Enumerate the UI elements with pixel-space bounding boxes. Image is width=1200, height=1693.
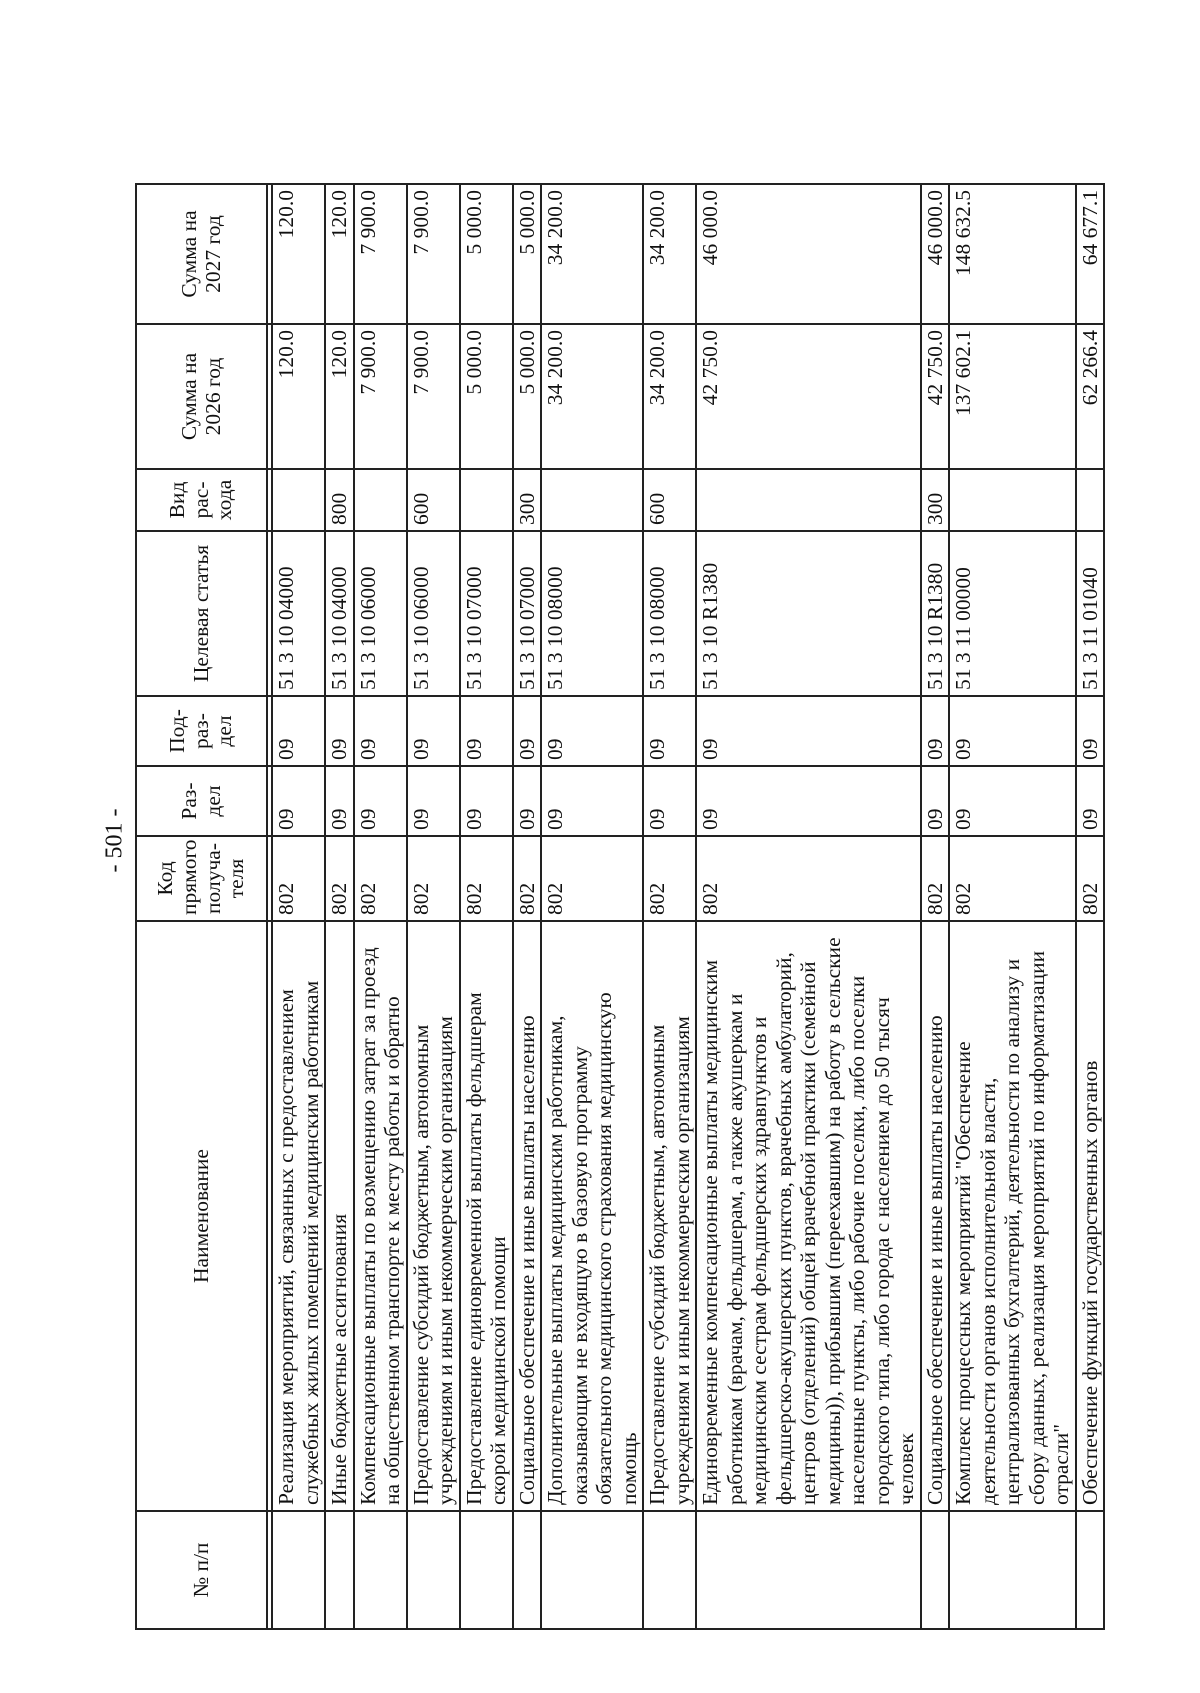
row-recipient-code: 802 [696, 836, 921, 921]
row-number [643, 1511, 696, 1629]
table-row [272, 184, 325, 1629]
table-row [460, 184, 513, 1629]
row-sum-2027: 46 000.0 [921, 184, 950, 324]
row-number [949, 1511, 1076, 1629]
table-row [513, 184, 542, 1629]
row-expense-type [460, 469, 513, 531]
row-section: 09 [460, 766, 513, 836]
row-name: Социальное обеспечение и иные выплаты населению [921, 921, 950, 1511]
table-row [921, 184, 950, 1629]
row-section: 09 [272, 766, 325, 836]
table-body [272, 184, 1104, 1629]
row-subsection: 09 [643, 696, 696, 766]
row-sum-2027: 34 200.0 [643, 184, 696, 324]
row-article: 51 3 10 07000 [513, 531, 542, 696]
header-subsection: Под-раз-дел [136, 696, 267, 766]
row-subsection: 09 [407, 696, 460, 766]
row-sum-2026: 62 266.4 [1076, 324, 1105, 469]
row-sum-2027: 148 632.5 [949, 184, 1076, 324]
row-number [696, 1511, 921, 1629]
row-sum-2026: 5 000.0 [513, 324, 542, 469]
row-name: Компенсационные выплаты по возмещению затрат за проезд на общественном транспорте к месту работы и обратно [354, 921, 407, 1511]
row-sum-2026: 7 900.0 [354, 324, 407, 469]
row-section: 09 [354, 766, 407, 836]
row-article: 51 3 10 R1380 [696, 531, 921, 696]
table-header [136, 184, 267, 1629]
row-article: 51 3 10 04000 [325, 531, 354, 696]
row-name: Единовременные компенсационные выплаты медицинским работникам (врачам, фельдшерам, а также акушеркам и медицинским сестрам фельдшерских здравпунктов и фельдшерско-акушерских пунктов, врачебных амбулаторий, центров (отделений) общей врачебной практики (семейной медицины)), прибывшим (переехавшим) на работу в сельские населенные пункты, либо рабочие поселки, либо поселки городского типа, либо города с населением до 50 тысяч человек [696, 921, 921, 1511]
table-row [1076, 184, 1105, 1629]
row-expense-type: 300 [513, 469, 542, 531]
row-sum-2026: 120.0 [272, 324, 325, 469]
row-sum-2026: 34 200.0 [643, 324, 696, 469]
row-expense-type [696, 469, 921, 531]
row-article: 51 3 10 08000 [541, 531, 643, 696]
row-sum-2027: 7 900.0 [354, 184, 407, 324]
row-article: 51 3 11 01040 [1076, 531, 1105, 696]
row-article: 51 3 11 00000 [949, 531, 1076, 696]
row-number [460, 1511, 513, 1629]
row-subsection: 09 [325, 696, 354, 766]
row-number [272, 1511, 325, 1629]
row-number [407, 1511, 460, 1629]
row-recipient-code: 802 [513, 836, 542, 921]
row-recipient-code: 802 [1076, 836, 1105, 921]
table-row [407, 184, 460, 1629]
row-name: Иные бюджетные ассигнования [325, 921, 354, 1511]
table-row [354, 184, 407, 1629]
row-name: Предоставление единовременной выплаты фельдшерам скорой медицинской помощи [460, 921, 513, 1511]
row-expense-type: 800 [325, 469, 354, 531]
row-recipient-code: 802 [921, 836, 950, 921]
row-article: 51 3 10 06000 [354, 531, 407, 696]
table-row [541, 184, 643, 1629]
row-sum-2026: 137 602.1 [949, 324, 1076, 469]
row-recipient-code: 802 [460, 836, 513, 921]
row-name: Дополнительные выплаты медицинским работникам, оказывающим не входящую в базовую программу обязательного медицинского страхования медицинскую помощь [541, 921, 643, 1511]
row-expense-type: 600 [643, 469, 696, 531]
header-article: Целевая статья [136, 531, 267, 696]
row-sum-2027: 120.0 [272, 184, 325, 324]
table-row [949, 184, 1076, 1629]
header-recipient: Код прямого получа-теля [136, 836, 267, 921]
row-sum-2026: 5 000.0 [460, 324, 513, 469]
row-sum-2027: 34 200.0 [541, 184, 643, 324]
row-number [513, 1511, 542, 1629]
row-subsection: 09 [513, 696, 542, 766]
rotated-page-content [135, 185, 1102, 1630]
row-article: 51 3 10 R1380 [921, 531, 950, 696]
header-name: Наименование [136, 921, 267, 1511]
row-name: Обеспечение функций государственных органов [1076, 921, 1105, 1511]
row-number [354, 1511, 407, 1629]
row-sum-2026: 42 750.0 [921, 324, 950, 469]
row-sum-2027: 5 000.0 [513, 184, 542, 324]
row-expense-type [949, 469, 1076, 531]
header-sum-2027: Сумма на 2027 год [136, 184, 267, 324]
row-expense-type [272, 469, 325, 531]
row-expense-type [541, 469, 643, 531]
row-recipient-code: 802 [354, 836, 407, 921]
row-section: 09 [1076, 766, 1105, 836]
row-name: Реализация мероприятий, связанных с предоставлением служебных жилых помещений медицинским работникам [272, 921, 325, 1511]
row-section: 09 [407, 766, 460, 836]
row-sum-2027: 5 000.0 [460, 184, 513, 324]
row-recipient-code: 802 [949, 836, 1076, 921]
row-subsection: 09 [949, 696, 1076, 766]
row-subsection: 09 [921, 696, 950, 766]
page-number: - 501 - [101, 808, 128, 872]
table-row [643, 184, 696, 1629]
row-number [1076, 1511, 1105, 1629]
row-subsection: 09 [541, 696, 643, 766]
row-section: 09 [513, 766, 542, 836]
row-number [921, 1511, 950, 1629]
row-name: Предоставление субсидий бюджетным, автономным учреждениям и иным некоммерческим организациям [643, 921, 696, 1511]
row-article: 51 3 10 04000 [272, 531, 325, 696]
row-number [325, 1511, 354, 1629]
row-section: 09 [541, 766, 643, 836]
row-recipient-code: 802 [541, 836, 643, 921]
row-recipient-code: 802 [643, 836, 696, 921]
row-name: Социальное обеспечение и иные выплаты населению [513, 921, 542, 1511]
row-sum-2027: 120.0 [325, 184, 354, 324]
row-subsection: 09 [272, 696, 325, 766]
row-article: 51 3 10 06000 [407, 531, 460, 696]
row-section: 09 [921, 766, 950, 836]
row-article: 51 3 10 07000 [460, 531, 513, 696]
row-sum-2026: 7 900.0 [407, 324, 460, 469]
table-row [325, 184, 354, 1629]
row-sum-2027: 46 000.0 [696, 184, 921, 324]
header-no: № п/п [136, 1511, 267, 1629]
row-section: 09 [949, 766, 1076, 836]
row-sum-2026: 120.0 [325, 324, 354, 469]
row-number [541, 1511, 643, 1629]
row-expense-type [1076, 469, 1105, 531]
row-subsection: 09 [460, 696, 513, 766]
row-recipient-code: 802 [407, 836, 460, 921]
row-expense-type: 600 [407, 469, 460, 531]
row-sum-2026: 34 200.0 [541, 324, 643, 469]
budget-table [135, 183, 1105, 1630]
header-section: Раз-дел [136, 766, 267, 836]
table-row [696, 184, 921, 1629]
header-expense-type: Вид рас-хода [136, 469, 267, 531]
row-sum-2026: 42 750.0 [696, 324, 921, 469]
row-subsection: 09 [696, 696, 921, 766]
header-sum-2026: Сумма на 2026 год [136, 324, 267, 469]
row-expense-type [354, 469, 407, 531]
row-name: Комплекс процессных мероприятий "Обеспечение деятельности органов исполнительной власти, централизованных бухгалтерий, деятельности по анализу и сбору данных, реализация мероприятий по информатизации отрасли" [949, 921, 1076, 1511]
row-recipient-code: 802 [325, 836, 354, 921]
row-section: 09 [643, 766, 696, 836]
row-sum-2027: 64 677.1 [1076, 184, 1105, 324]
row-sum-2027: 7 900.0 [407, 184, 460, 324]
row-subsection: 09 [354, 696, 407, 766]
row-article: 51 3 10 08000 [643, 531, 696, 696]
row-section: 09 [696, 766, 921, 836]
row-section: 09 [325, 766, 354, 836]
row-expense-type: 300 [921, 469, 950, 531]
row-subsection: 09 [1076, 696, 1105, 766]
row-recipient-code: 802 [272, 836, 325, 921]
row-name: Предоставление субсидий бюджетным, автономным учреждениям и иным некоммерческим организациям [407, 921, 460, 1511]
